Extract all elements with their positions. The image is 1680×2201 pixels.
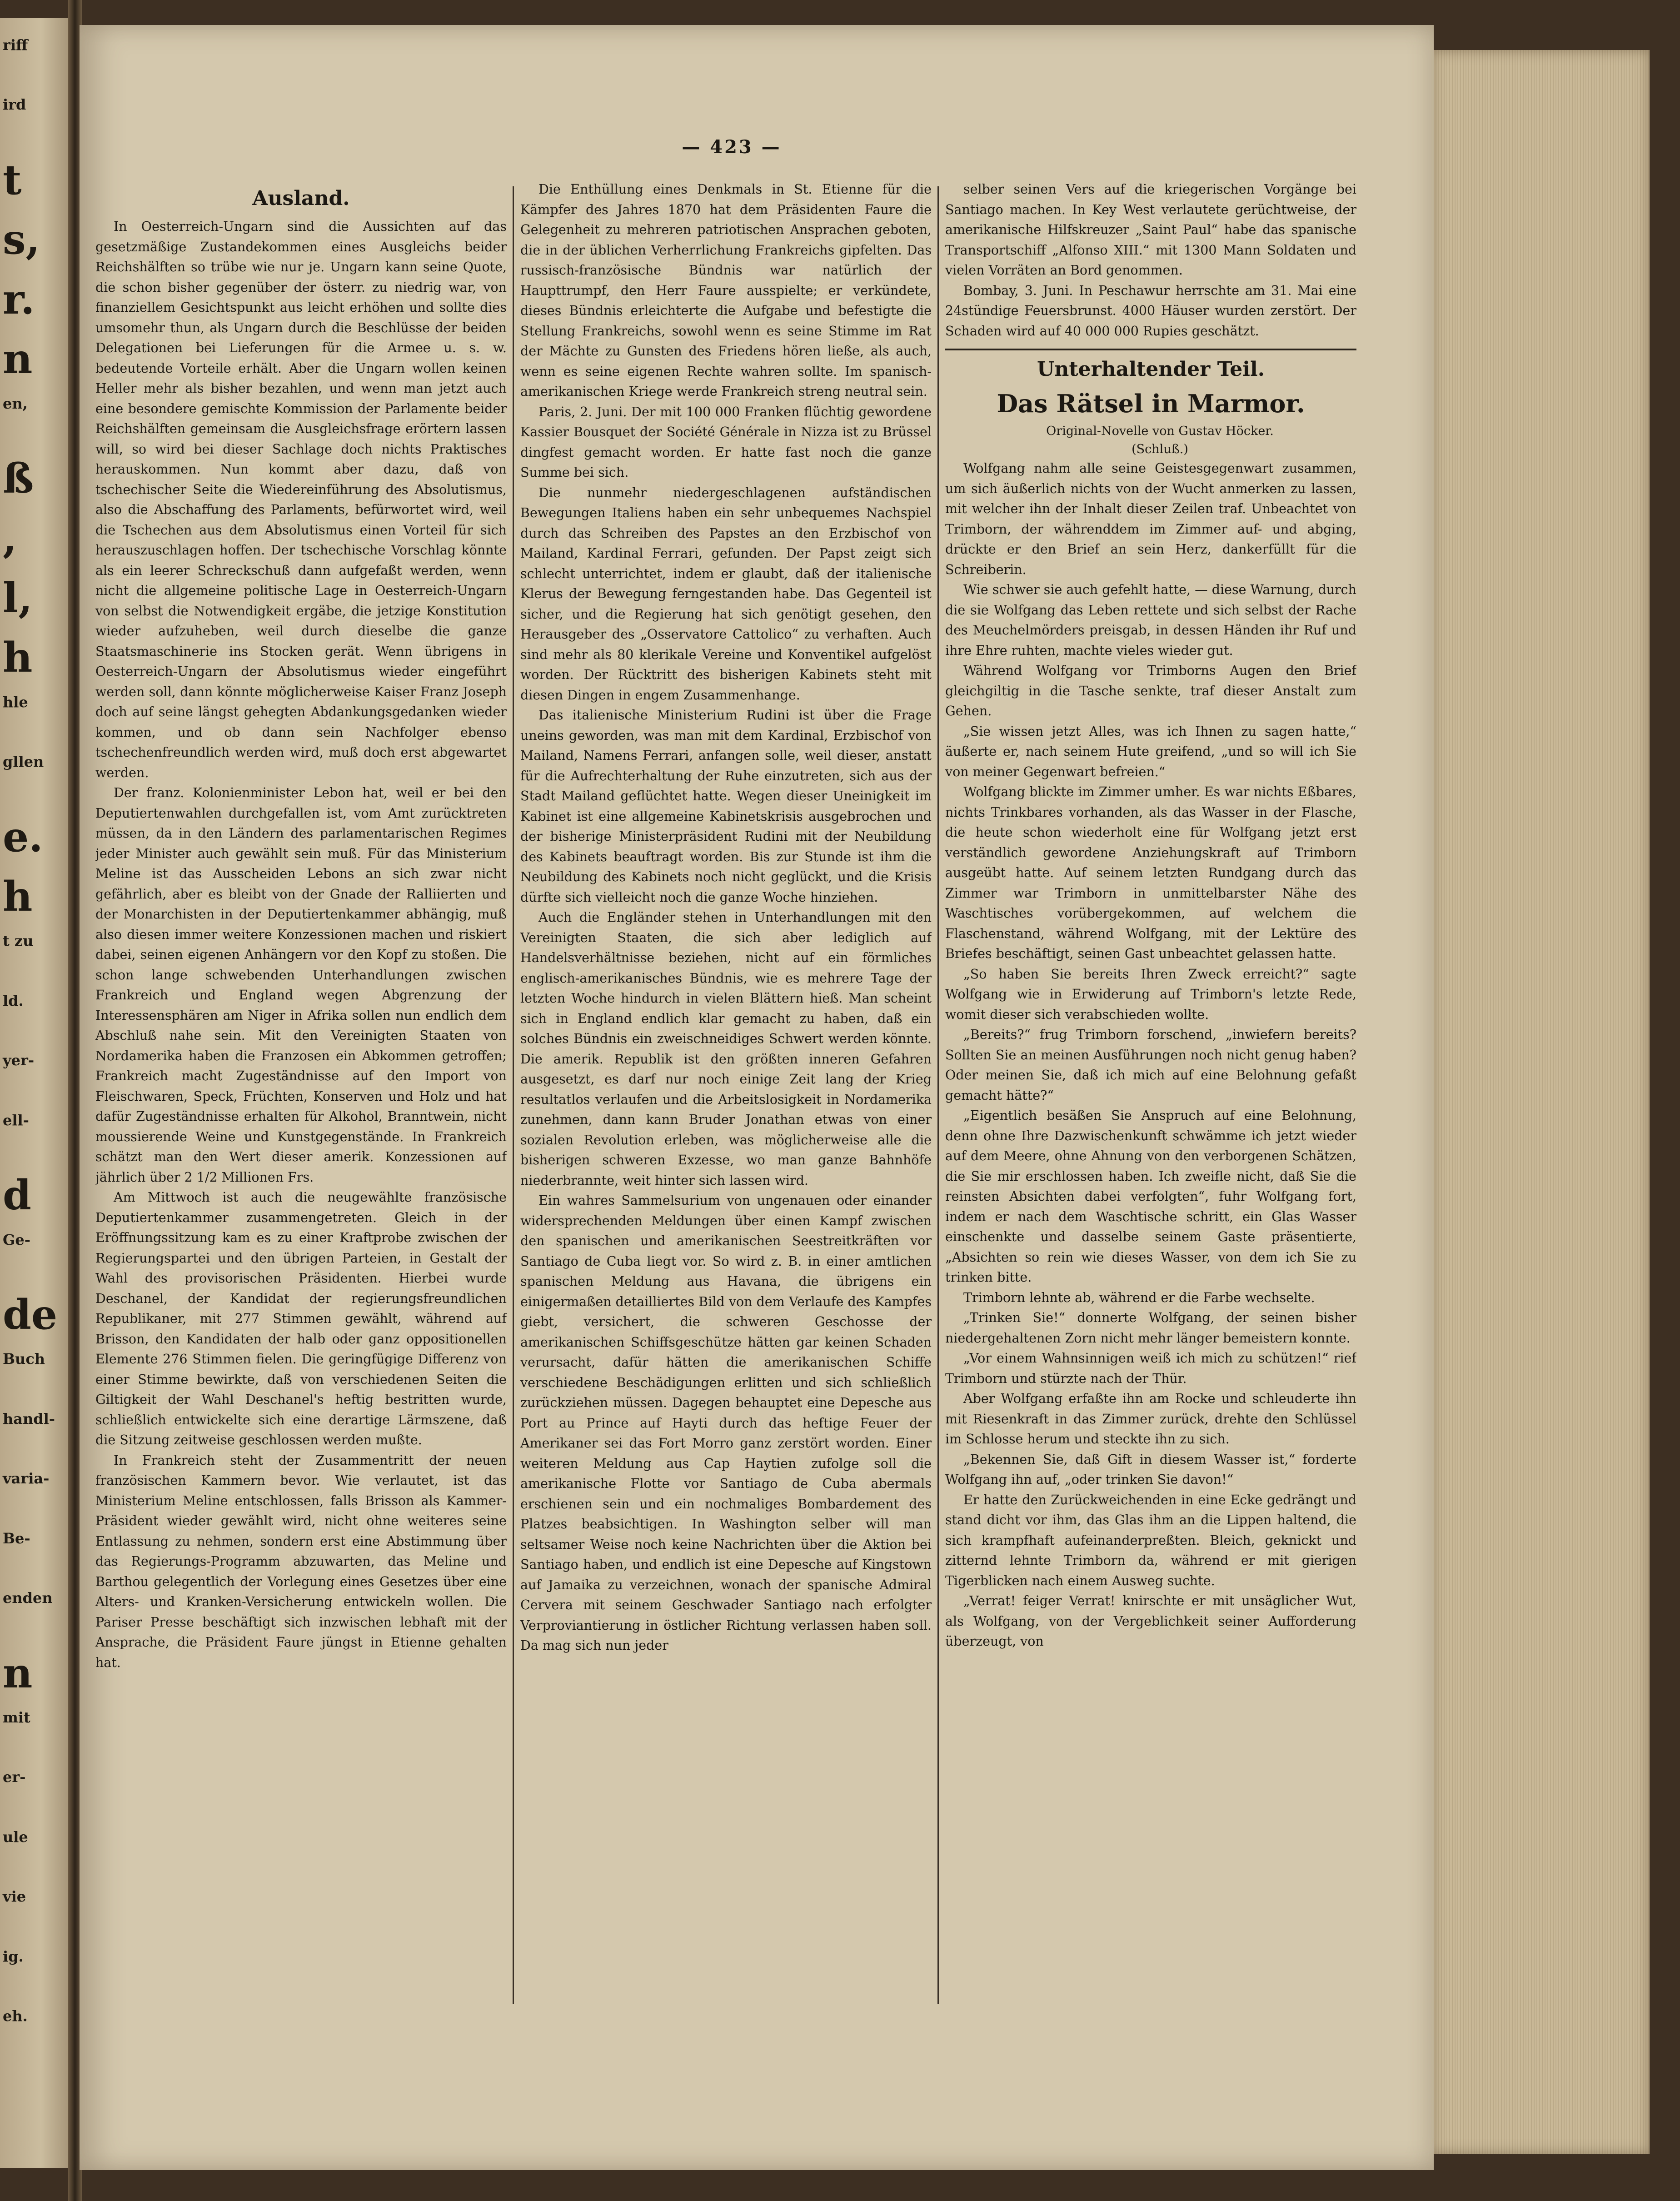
story-paragraph: Aber Wolfgang erfaßte ihn am Rocke und schleuderte ihn mit Riesenkraft in das Zimmer zurück, drehte den Schlüssel im Schlosse herum und steckte ihn zu sich. [945,1391,1356,1447]
previous-page-text-fragment: t zu [3,932,34,949]
previous-page-text-fragment: handl- [3,1410,55,1427]
story-paragraph: Während Wolfgang vor Trimborns Augen den Brief gleichgiltig in die Tasche senkte, traf dieser Anstalt zum Gehen. [945,663,1356,719]
article-paragraph: Ein wahres Sammelsurium von ungenauen oder einander widersprechenden Meldungen über einen Kampf zwischen den spanischen und amerikanischen Seestreitkräften vor Santiago de Cuba liegt vor. So wird z. B. in einer amtlichen spanischen Meldung aus Havana, die übrigens ein einigermaßen detailliertes Bild von dem Verlaufe des Kampfes giebt, versichert, die schweren Geschosse der amerikanischen Schiffsgeschütze hätten gar keinen Schaden verursacht, dafür hätten die amerikanischen Schiffe verschiedene Beschädigungen erlitten und sich schließlich zurückziehen müssen. Dagegen behauptet eine Depesche aus Port au Prince auf Hayti durch das heftige Feuer der Amerikaner sei das Fort Morro ganz zerstört worden. Einer weiteren Meldung aus Cap Haytien zufolge soll die amerikanische Flotte vor Santiago de Cuba abermals erschienen sein und ein nochmaliges Bombardement des Platzes beabsichtigen. In Washington selber will man seltsamer Weise noch keine Nachrichten über die Aktion bei Santiago haben, und endlich ist eine Depesche auf Kingstown auf Jamaika zu verzeichnen, wonach der spanische Admiral Cervera mit seinem Geschwader Santiago nach erfolgter Verproviantierung in östlicher Richtung verlassen haben soll. Da mag sich nun jeder [520,1193,932,1653]
article-paragraph: In Oesterreich-Ungarn sind die Aussichten auf das gesetzmäßige Zustandekommen eines Ausgleichs beider Reichshälften so trübe wie nur je. Ungarn kann seine Quote, die schon bisher gegenüber der österr. zu niedrig war, von finanziellem Gesichtspunkt aus leicht erhöhen und sollte dies umsomehr thun, als Ungarn durch die Beschlüsse der beiden Delegationen bei Lieferungen für die Armee u. s. w. bedeutende Vorteile erhält. Aber die Ungarn wollen keinen Heller mehr als bisher bezahlen, und wenn man jetzt auch eine besondere gemischte Kommission der Parlamente beider Reichshälften gemeinsam die Ausgleichsfrage erörtern lassen will, so wird bei dieser Sachlage doch nichts Praktisches herauskommen. Nun kommt aber dazu, daß von tschechischer Seite die Wiedereinführung des Absolutismus, also die Abschaffung des Parlaments, befürwortet wird, weil die Tschechen aus dem Absolutismus einen Vorteil für sich herauszuschlagen hoffen. Der tschechische Vorschlag könnte als ein leerer Schreckschuß dann aufgefaßt werden, wenn nicht die allgemeine politische Lage in Oesterreich-Ungarn von selbst die Notwendigkeit ergäbe, die jetzige Konstitution wieder aufzuheben, weil durch dieselbe die ganze Staatsmaschinerie ins Stocken gerät. Wenn übrigens in Oesterreich-Ungarn der Absolutismus wieder eingeführt werden soll, dann könnte möglicherweise Kaiser Franz Joseph doch auf seine längst gehegten Abdankungsgedanken wieder kommen, und ob dann sein Nachfolger ebenso tschechenfreundlich werden wird, muß doch erst abgewartet werden. [95,219,507,780]
previous-page-text-fragment: ig. [3,1948,24,1965]
column-news-continued [520,180,932,2006]
story-paragraph: „Sie wissen jetzt Alles, was ich Ihnen zu sagen hatte,“ äußerte er, nach seinem Hute greifend, „und so will ich Sie von meiner Gegenwart befreien.“ [945,724,1356,779]
story-paragraph: Wolfgang blickte im Zimmer umher. Es war nichts Eßbares, nichts Trinkbares vorhanden, als das Wasser in der Flasche, die heute schon wiederholt eine für Wolfgang jetzt erst verständlich gewordene Anziehungskraft auf Trimborn ausgeübt hatte. Auf seinem letzten Rundgang durch das Zimmer war Trimborn in unmittelbarster Nähe des Waschtisches vorübergekommen, auf welchem die Flaschenstand, während Wolfgang, mit der Lektüre des Briefes beschäftigt, seinen Gast unbeachtet gelassen hatte. [945,784,1356,961]
page-number: — 423 — [682,136,782,158]
story-paragraph: „Bereits?“ frug Trimborn forschend, „inwiefern bereits? Sollten Sie an meinen Ausführungen noch nicht genug haben? Oder meinen Sie, daß ich mich auf eine Belohnung gefaßt gemacht hätte?“ [945,1027,1356,1103]
story-paragraph: „Vor einem Wahnsinnigen weiß ich mich zu schützen!“ rief Trimborn und stürzte nach der Thür. [945,1351,1356,1386]
article-paragraph: Der franz. Kolonienminister Lebon hat, weil er bei den Deputiertenwahlen durchgefallen ist, vom Amt zurücktreten müssen, da in den Ländern des parlamentarischen Regimes jeder Minister auch gewählt sein muß. Für das Ministerium Meline ist das Ausscheiden Lebons an sich zwar nicht gefährlich, aber es bleibt von der Gnade der Ralliierten und der Monarchisten in der Deputiertenkammer abhängig, muß also diesen immer weitere Konzessionen machen und riskiert dabei, seinen eigenen Anhängern vor den Kopf zu stoßen. Die schon lange schwebenden Unterhandlungen zwischen Frankreich und England wegen Abgrenzung der Interessensphären am Niger in Afrika sollen nun endlich dem Abschluß nahe sein. Mit den Vereinigten Staaten von Nordamerika haben die Franzosen ein Abkommen getroffen; Frankreich macht Zugeständnisse auf den Import von Fleischwaren, Speck, Früchten, Konserven und Holz und hat dafür Zugeständnisse erhalten für Alkohol, Branntwein, nicht moussierende Weine und Kunstgegenstände. In Frankreich schätzt man den Wert dieser amerik. Konzessionen auf jährlich über 2 1/2 Millionen Frs. [95,785,507,1185]
previous-page-text-fragment: ld. [3,992,24,1009]
previous-page-text-fragment: hle [3,694,28,711]
column-divider [937,186,939,2004]
section-rule [945,349,1356,350]
story-paragraph: „Verrat! feiger Verrat! knirschte er mit unsäglicher Wut, als Wolfgang, von der Vergeblichkeit seiner Aufforderung überzeugt, von [945,1593,1356,1649]
previous-page-text-fragment: d [3,1171,31,1219]
previous-page-text-fragment: eh. [3,2007,28,2025]
story-paragraph: „Eigentlich besäßen Sie Anspruch auf eine Belohnung, denn ohne Ihre Dazwischenkunft schwämme ich jetzt wieder auf dem Meere, ohne Ahnung von den verborgenen Schätzen, die Sie mir erschlossen haben. Ich zweifle nicht, daß Sie die reinsten Absichten dabei verfolgten“, fuhr Wolfgang fort, indem er nach dem Waschtische schritt, ein Glas Wasser einschenkte und dasselbe seinem Gaste präsentierte, „Absichten so rein wie dieses Wasser, von dem ich Sie zu trinken bitte. [945,1108,1356,1285]
story-title: Das Rätsel in Marmor. [997,389,1305,418]
previous-page-text-fragment: n [3,335,33,383]
previous-page-text-fragment: n [3,1649,33,1697]
previous-page-text-fragment: , [3,514,17,562]
story-byline: Original-Novelle von Gustav Höcker. [1046,424,1274,438]
previous-page-text-fragment: l, [3,574,33,622]
article-paragraph: Auch die Engländer stehen in Unterhandlungen mit den Vereinigten Staaten, die sich aber lediglich auf Handelsverhältnisse beziehen, nicht auf ein förmliches englisch-amerikanisches Bündnis, wie es mehrere Tage der letzten Woche hindurch in vielen Blättern hieß. Man scheint sich in England endlich klar gemacht zu haben, daß ein solches Bündnis ein zweischneidiges Schwert werden könnte. Die amerik. Republik ist den größten inneren Gefahren ausgesetzt, es darf nur noch einige Zeit lang der Krieg resultatlos verlaufen und die Arbeitslosigkeit in Nordamerika zunehmen, dann kann Bruder Jonathan etwas von einer sozialen Revolution erleben, was möglicherweise alle die bisherigen schweren Exzesse, wo man ganze Bahnhöfe niederbrannte, weit hinter sich lassen wird. [520,910,932,1188]
previous-page-text-fragment: ird [3,96,26,113]
article-paragraph: Die Enthüllung eines Denkmals in St. Etienne für die Kämpfer des Jahres 1870 hat dem Präsidenten Faure die Gelegenheit zu mehreren patriotischen Ansprachen geboten, die in der üblichen Verherrlichung Frankreichs gipfelten. Das russisch-französische Bündnis war natürlich der Haupttrumpf, den Herr Faure ausspielte; er verkündete, dieses Bündnis erleichterte die Aufgabe und befestigte die Stellung Frankreichs, sowohl wenn es seine Stimme im Rat der Mächte zu Gunsten des Friedens hören ließe, als auch, wenn es seine eigenen Rechte wahren sollte. Im spanisch-amerikanischen Kriege werde Frankreich streng neutral sein. [520,182,932,399]
previous-page-text-fragment: er- [3,1768,26,1786]
section-heading-ausland: Ausland. [252,187,350,210]
previous-page-text-fragment: s, [3,215,40,264]
previous-page-text-fragment: ell- [3,1112,29,1129]
article-paragraph: Das italienische Ministerium Rudini ist über die Frage uneins geworden, was man mit dem Kardinal, Erzbischof von Mailand, Namens Ferrari, anfangen solle, weil dieser, anstatt für die Aufrechterhaltung der Ruhe einzutreten, sich aus der Stadt Mailand geflüchtet hatte. Wegen dieser Uneinigkeit im Kabinet ist eine allgemeine Kabinetskrisis ausgebrochen und der bisherige Ministerpräsident Rudini mit der Neubildung des Kabinets beauftragt worden. Bis zur Stunde ist ihm die Neubildung des Kabinets noch nicht geglückt, und die Krisis dürfte sich vielleicht noch die ganze Woche hinziehen. [520,708,932,905]
previous-page-text-fragment: riff [3,36,28,54]
previous-page-text-fragment: h [3,634,33,682]
story-paragraph: Er hatte den Zurückweichenden in eine Ecke gedrängt und stand dicht vor ihm, das Glas ihm an die Lippen haltend, die sich krampfhaft aufeinanderpreßten. Bleich, geknickt und zitternd lehnte Trimborn da, während er mit gierigen Tigerblicken nach einem Ausweg suchte. [945,1492,1356,1588]
article-paragraph: selber seinen Vers auf die kriegerischen Vorgänge bei Santiago machen. In Key West verlautete gerüchtweise, der amerikanische Hilfskreuzer „Saint Paul“ habe das spanische Transportschiff „Alfonso XIII.“ mit 1300 Mann Soldaten und vielen Vorräten an Bord genommen. [945,182,1356,278]
previous-page-text-fragment: yer- [3,1052,35,1069]
previous-page-text-fragment: t [3,156,22,204]
previous-page-text-fragment: Be- [3,1530,30,1547]
story-paragraph: „So haben Sie bereits Ihren Zweck erreicht?“ sagte Wolfgang wie in Erwiderung auf Trimborn's letzte Rede, womit dieser sich verabschieden wollte. [945,966,1356,1022]
story-paragraph: „Trinken Sie!“ donnerte Wolfgang, der seinen bisher niedergehaltenen Zorn nicht mehr länger bemeistern konnte. [945,1310,1356,1346]
column-serial-story [945,180,1356,2006]
article-paragraph: Die nunmehr niedergeschlagenen aufständischen Bewegungen Italiens haben ein sehr unbequemes Nachspiel durch das Schreiben des Papstes an den Erzbischof von Mailand, Kardinal Ferrari, gefunden. Der Papst zeigt sich schlecht unterrichtet, indem er glaubt, daß der italienische Klerus der Bewegung ferngestanden habe. Das Gegenteil ist sicher, und die Regierung hat sich genötigt gesehen, den Herausgeber des „Osservatore Cattolico“ zu verhaften. Auch sind mehr als 80 klerikale Vereine und Konventikel aufgelöst worden. Der Rücktritt des bisherigen Kabinets steht mit diesen Dingen in engem Zusammenhange. [520,485,932,703]
book-page-edges [1431,50,1650,2154]
article-paragraph: Paris, 2. Juni. Der mit 100 000 Franken flüchtig gewordene Kassier Bousquet der Société Générale in Nizza ist zu Brüssel dingfest gemacht worden. Er hatte fast noch die ganze Summe bei sich. [520,404,932,480]
previous-page-text-fragment: ß [3,454,34,503]
previous-page-text-fragment: e. [3,813,43,861]
previous-page-text-fragment: ule [3,1828,28,1846]
column-ausland [95,180,507,2006]
previous-page-text-fragment: en, [3,395,28,412]
previous-page-text-fragment: enden [3,1589,53,1607]
previous-page-text-fragment: varia- [3,1470,50,1487]
article-paragraph: Bombay, 3. Juni. In Peschawur herrschte am 31. Mai eine 24stündige Feuersbrunst. 4000 Häuser wurden zerstört. Der Schaden wird auf 40 000 000 Rupies geschätzt. [945,283,1356,339]
story-paragraph: Trimborn lehnte ab, während er die Farbe wechselte. [963,1290,1315,1305]
column-divider [513,186,514,2004]
previous-page-text-fragment: Buch [3,1350,45,1368]
article-paragraph: Am Mittwoch ist auch die neugewählte französische Deputiertenkammer zusammengetreten. Gleich in der Eröffnungssitzung kam es zu einer Kraftprobe zwischen der Regierungspartei und den übrigen Parteien, in Gestalt der Wahl des provisorischen Präsidenten. Hierbei wurde Deschanel, der Kandidat der regierungsfreundlichen Republikaner, mit 277 Stimmen gewählt, während auf Brisson, den Kandidaten der halb oder ganz oppositionellen Elemente 276 Stimmen fielen. Die geringfügige Differenz von einer Stimme bewirkte, daß von verschiedenen Seiten die Giltigkeit der Wahl Deschanel's heftig bestritten wurde, schließlich entwickelte sich eine derartige Lärmszene, daß die Sitzung zeitweise geschlossen werden mußte. [95,1190,507,1447]
previous-page-text-fragment: vie [3,1888,26,1905]
story-paragraph: Wolfgang nahm alle seine Geistesgegenwart zusammen, um sich äußerlich nichts von der Wucht anmerken zu lassen, mit welcher ihn der Inhalt dieser Zeilen traf. Unbeachtet von Trimborn, der währenddem im Zimmer auf- und abging, drückte er den Brief an sein Herz, dankerfüllt für die Schreiberin. [945,461,1356,577]
previous-page-text-fragment: Ge- [3,1231,30,1248]
story-paragraph: Wie schwer sie auch gefehlt hatte, — diese Warnung, durch die sie Wolfgang das Leben rettete und sich selbst der Rache des Meuchelmörders preisgab, in dessen Händen ihr Ruf und ihre Ehre ruhten, machte vieles wieder gut. [945,582,1356,658]
previous-page-text-fragment: gllen [3,753,44,770]
story-paragraph: „Bekennen Sie, daß Gift in diesem Wasser ist,“ forderte Wolfgang ihn auf, „oder trinken Sie davon!“ [945,1452,1356,1487]
previous-page-edge [0,18,68,2168]
story-continuation-note: (Schluß.) [1132,442,1188,456]
previous-page-text-fragment: h [3,873,33,921]
previous-page-text-fragment: de [3,1291,58,1339]
article-paragraph: In Frankreich steht der Zusammentritt der neuen französischen Kammern bevor. Wie verlautet, ist das Ministerium Meline entschlossen, falls Brisson als Kammer-Präsident wieder gewählt wird, nicht ohne weiteres seine Entlassung zu nehmen, sondern erst eine Abstimmung über das Regierungs-Programm abzuwarten, das Meline und Barthou gelegentlich der Vorlegung eines Gesetzes über eine Alters- und Kranken-Versicherung entwickeln wollen. Die Pariser Presse beschäftigt sich inzwischen lebhaft mit der Ansprache, die Präsident Faure jüngst in Etienne gehalten hat. [95,1452,507,1670]
previous-page-text-fragment: r. [3,275,35,324]
previous-page-text-fragment: mit [3,1709,30,1726]
section-heading-unterhaltender-teil: Unterhaltender Teil. [1037,358,1265,381]
